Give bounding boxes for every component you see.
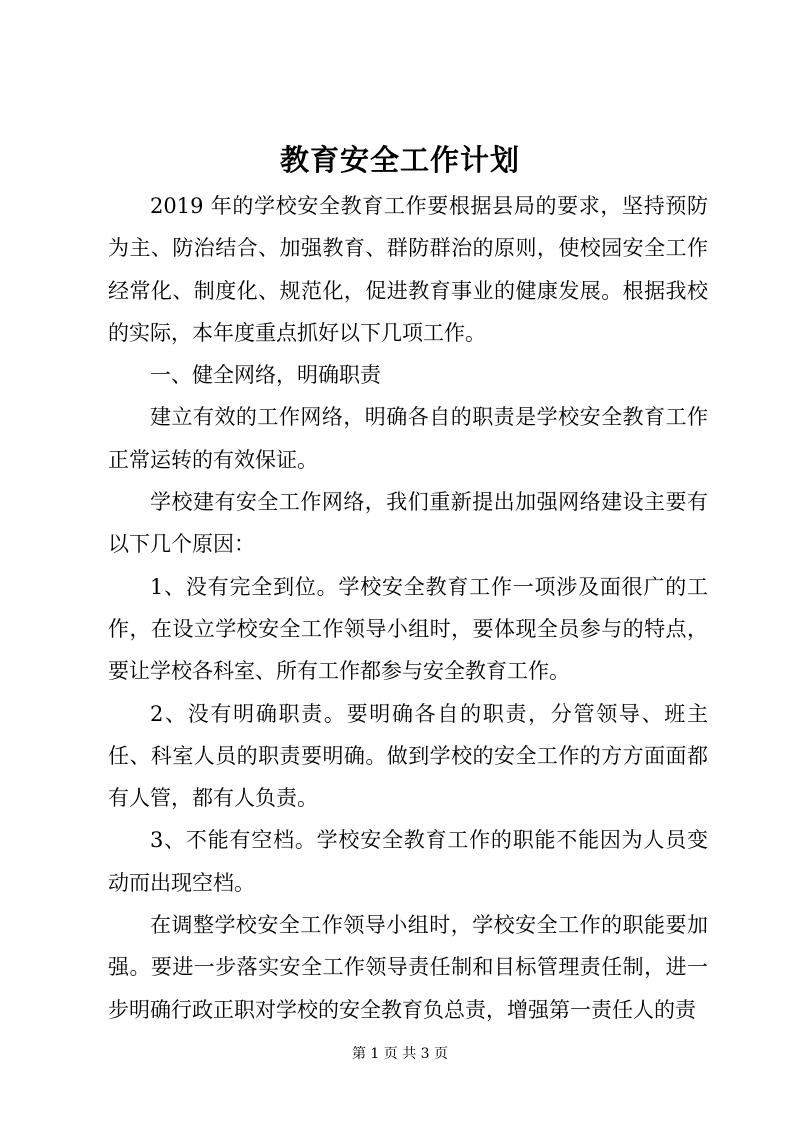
page-number-footer: 第 1 页 共 3 页 [351, 1046, 449, 1062]
paragraph-reason-1: 1、没有完全到位。学校安全教育工作一项涉及面很广的工作，在设立学校安全工作领导小组时，要体现全员参与的特点，要让学校各科室、所有工作都参与安全教育工作。 [108, 574, 708, 684]
paragraph-reason-3: 3、不能有空档。学校安全教育工作的职能不能因为人员变动而出现空档。 [108, 828, 708, 895]
paragraph-network-importance: 建立有效的工作网络，明确各自的职责是学校安全教育工作正常运转的有效保证。 [108, 405, 708, 472]
paragraph-leadership: 在调整学校安全工作领导小组时，学校安全工作的职能要加强。要进一步落实安全工作领导责任制和目标管理责任制，进一步明确行政正职对学校的安全教育负总责，增强第一责任人的责 [108, 913, 708, 1022]
paragraph-intro: 2019 年的学校安全教育工作要根据县局的要求，坚持预防为主、防治结合、加强教育、群防群治的原则，使校园安全工作经常化、制度化、规范化，促进教育事业的健康发展。根据我校的实际，本年度重点抓好以下几项工作。 [108, 194, 708, 345]
paragraph-reason-2: 2、没有明确职责。要明确各自的职责，分管领导、班主任、科室人员的职责要明确。做到学校的安全工作的方方面面都有人管，都有人负责。 [108, 701, 708, 811]
document-title: 教育安全工作计划 [279, 143, 520, 177]
section-heading-network: 一、健全网络，明确职责 [150, 363, 381, 388]
document-body [108, 185, 708, 1031]
paragraph-network-reasons: 学校建有安全工作网络，我们重新提出加强网络建设主要有以下几个原因： [108, 490, 708, 557]
